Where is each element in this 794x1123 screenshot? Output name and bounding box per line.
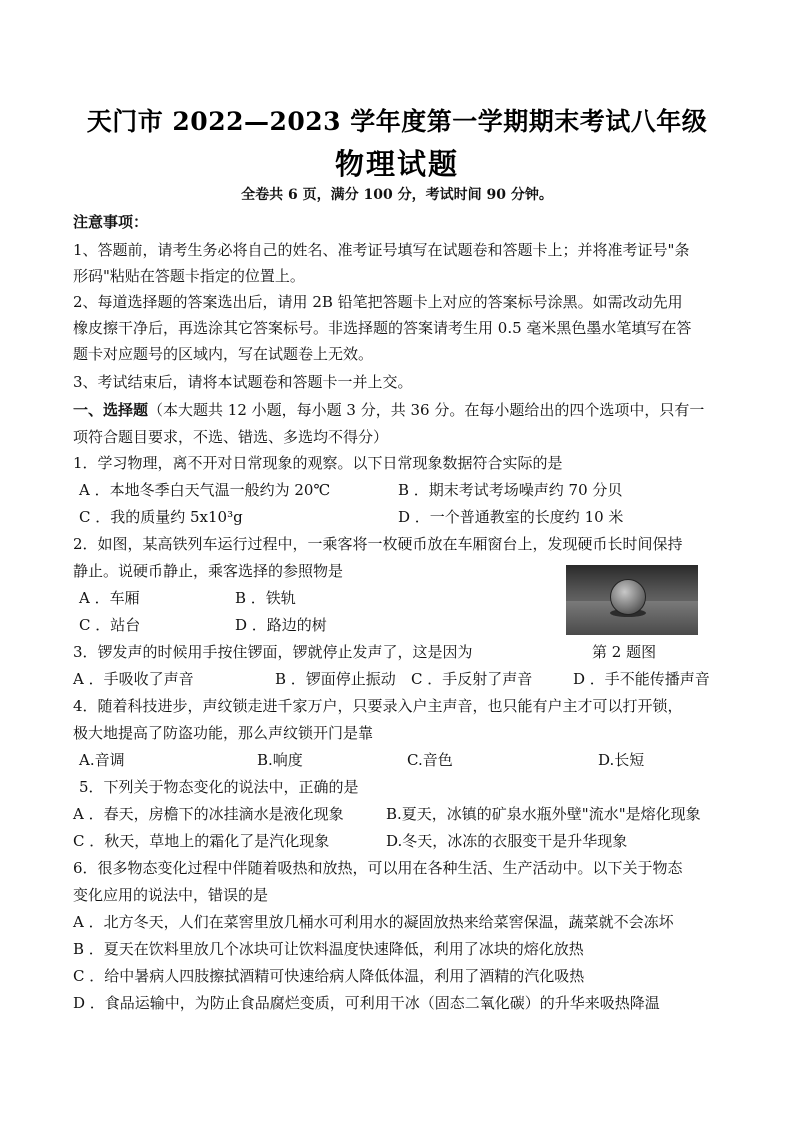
notice-line: 橡皮擦干净后，再选涂其它答案标号。非选择题的答案请考生用 0.5 毫米黑色墨水笔填写在答 [73, 319, 692, 337]
coin-on-windowsill-photo [566, 565, 698, 635]
q5-option-a: A ．春天，房檐下的冰挂滴水是液化现象 [73, 805, 344, 823]
section-label: 一、选择题 [73, 401, 149, 419]
q1-option-b: B ．期末考试考场噪声约 70 分贝 [398, 481, 623, 499]
q2-option-b: B ．铁轨 [235, 589, 296, 607]
q6-stem-1: 6．很多物态变化过程中伴随着吸热和放热，可以用在各种生活、生产活动中。以下关于物态 [73, 859, 683, 877]
q6-stem-2: 变化应用的说法中，错误的是 [73, 886, 269, 904]
q3-option-d: D ．手不能传播声音 [573, 670, 710, 688]
q1-option-d: D ．一个普通教室的长度约 10 米 [398, 508, 624, 526]
q6-option-d: D ．食品运输中，为防止食品腐烂变质，可利用干冰（固态二氧化碳）的升华来吸热降温 [73, 994, 660, 1012]
q2-option-d: D ．路边的树 [235, 616, 327, 634]
notice-line: 3、考试结束后，请将本试题卷和答题卡一并上交。 [73, 373, 413, 391]
q5-option-c: C ．秋天，草地上的霜化了是汽化现象 [73, 832, 330, 850]
notice-line: 1、答题前，请考生务必将自己的姓名、准考证号填写在试题卷和答题卡上；并将准考证号"条 [73, 241, 690, 259]
q2-option-a: A ．车厢 [79, 589, 140, 607]
q5-option-b: B.夏天，冰镇的矿泉水瓶外壁"流水"是熔化现象 [386, 805, 701, 823]
q4-stem-2: 极大地提高了防盗功能，那么声纹锁开门是靠 [73, 724, 374, 742]
q6-option-a: A ．北方冬天，人们在菜窖里放几桶水可利用水的凝固放热来给菜窖保温，蔬菜就不会冻坏 [73, 913, 674, 931]
q4-stem-1: 4．随着科技进步，声纹锁走进千家万户，只要录入户主声音，也只能有户主才可以打开锁， [73, 697, 683, 715]
q4-option-b: B.响度 [257, 751, 303, 769]
exam-subtitle: 物理试题 [334, 147, 459, 181]
q1-option-c: C ．我的质量约 5x10³g [79, 508, 243, 526]
q6-option-c: C ．给中暑病人四肢擦拭酒精可快速给病人降低体温，利用了酒精的汽化吸热 [73, 967, 585, 985]
q5-option-d: D.冬天，冰冻的衣服变干是升华现象 [386, 832, 628, 850]
q4-option-a: A.音调 [79, 751, 125, 769]
figure-caption: 第 2 题图 [592, 643, 657, 661]
q1-option-a: A ．本地冬季白天气温一般约为 20℃ [79, 481, 331, 499]
notice-line: 形码"粘贴在答题卡指定的位置上。 [73, 267, 305, 285]
q4-option-c: C.音色 [407, 751, 453, 769]
exam-title: 天门市 2022—2023 学年度第一学期期末考试八年级 [86, 107, 708, 136]
notice-heading: 注意事项： [73, 213, 149, 231]
section-desc-2: 项符合题目要求，不选、错选、多选均不得分） [73, 428, 389, 446]
q2-stem-2: 静止。说硬币静止，乘客选择的参照物是 [73, 562, 344, 580]
coin-icon [610, 579, 646, 615]
q3-stem: 3．锣发声的时候用手按住锣面，锣就停止发声了，这是因为 [73, 643, 473, 661]
q5-stem: 5．下列关于物态变化的说法中，正确的是 [79, 778, 359, 796]
q3-option-c: C ．手反射了声音 [411, 670, 533, 688]
q6-option-b: B ．夏天在饮料里放几个冰块可让饮料温度快速降低，利用了冰块的熔化放热 [73, 940, 584, 958]
notice-line: 题卡对应题号的区域内，写在试题卷上无效。 [73, 345, 374, 363]
exam-info: 全卷共 6 页，满分 100 分，考试时间 90 分钟。 [241, 187, 553, 203]
section-heading [73, 400, 704, 420]
section-desc: （本大题共 12 小题，每小题 3 分，共 36 分。在每小题给出的四个选项中，只有一 [148, 401, 705, 419]
q1-stem: 1．学习物理，离不开对日常现象的观察。以下日常现象数据符合实际的是 [73, 454, 563, 472]
q2-option-c: C ．站台 [79, 616, 141, 634]
q3-option-a: A ．手吸收了声音 [73, 670, 194, 688]
notice-line: 2、每道选择题的答案选出后，请用 2B 铅笔把答题卡上对应的答案标号涂黑。如需改动先用 [73, 293, 683, 311]
q4-option-d: D.长短 [598, 751, 645, 769]
q2-stem-1: 2．如图，某高铁列车运行过程中，一乘客将一枚硬币放在车厢窗台上，发现硬币长时间保持 [73, 535, 683, 553]
q3-option-b: B ．锣面停止振动 [275, 670, 396, 688]
